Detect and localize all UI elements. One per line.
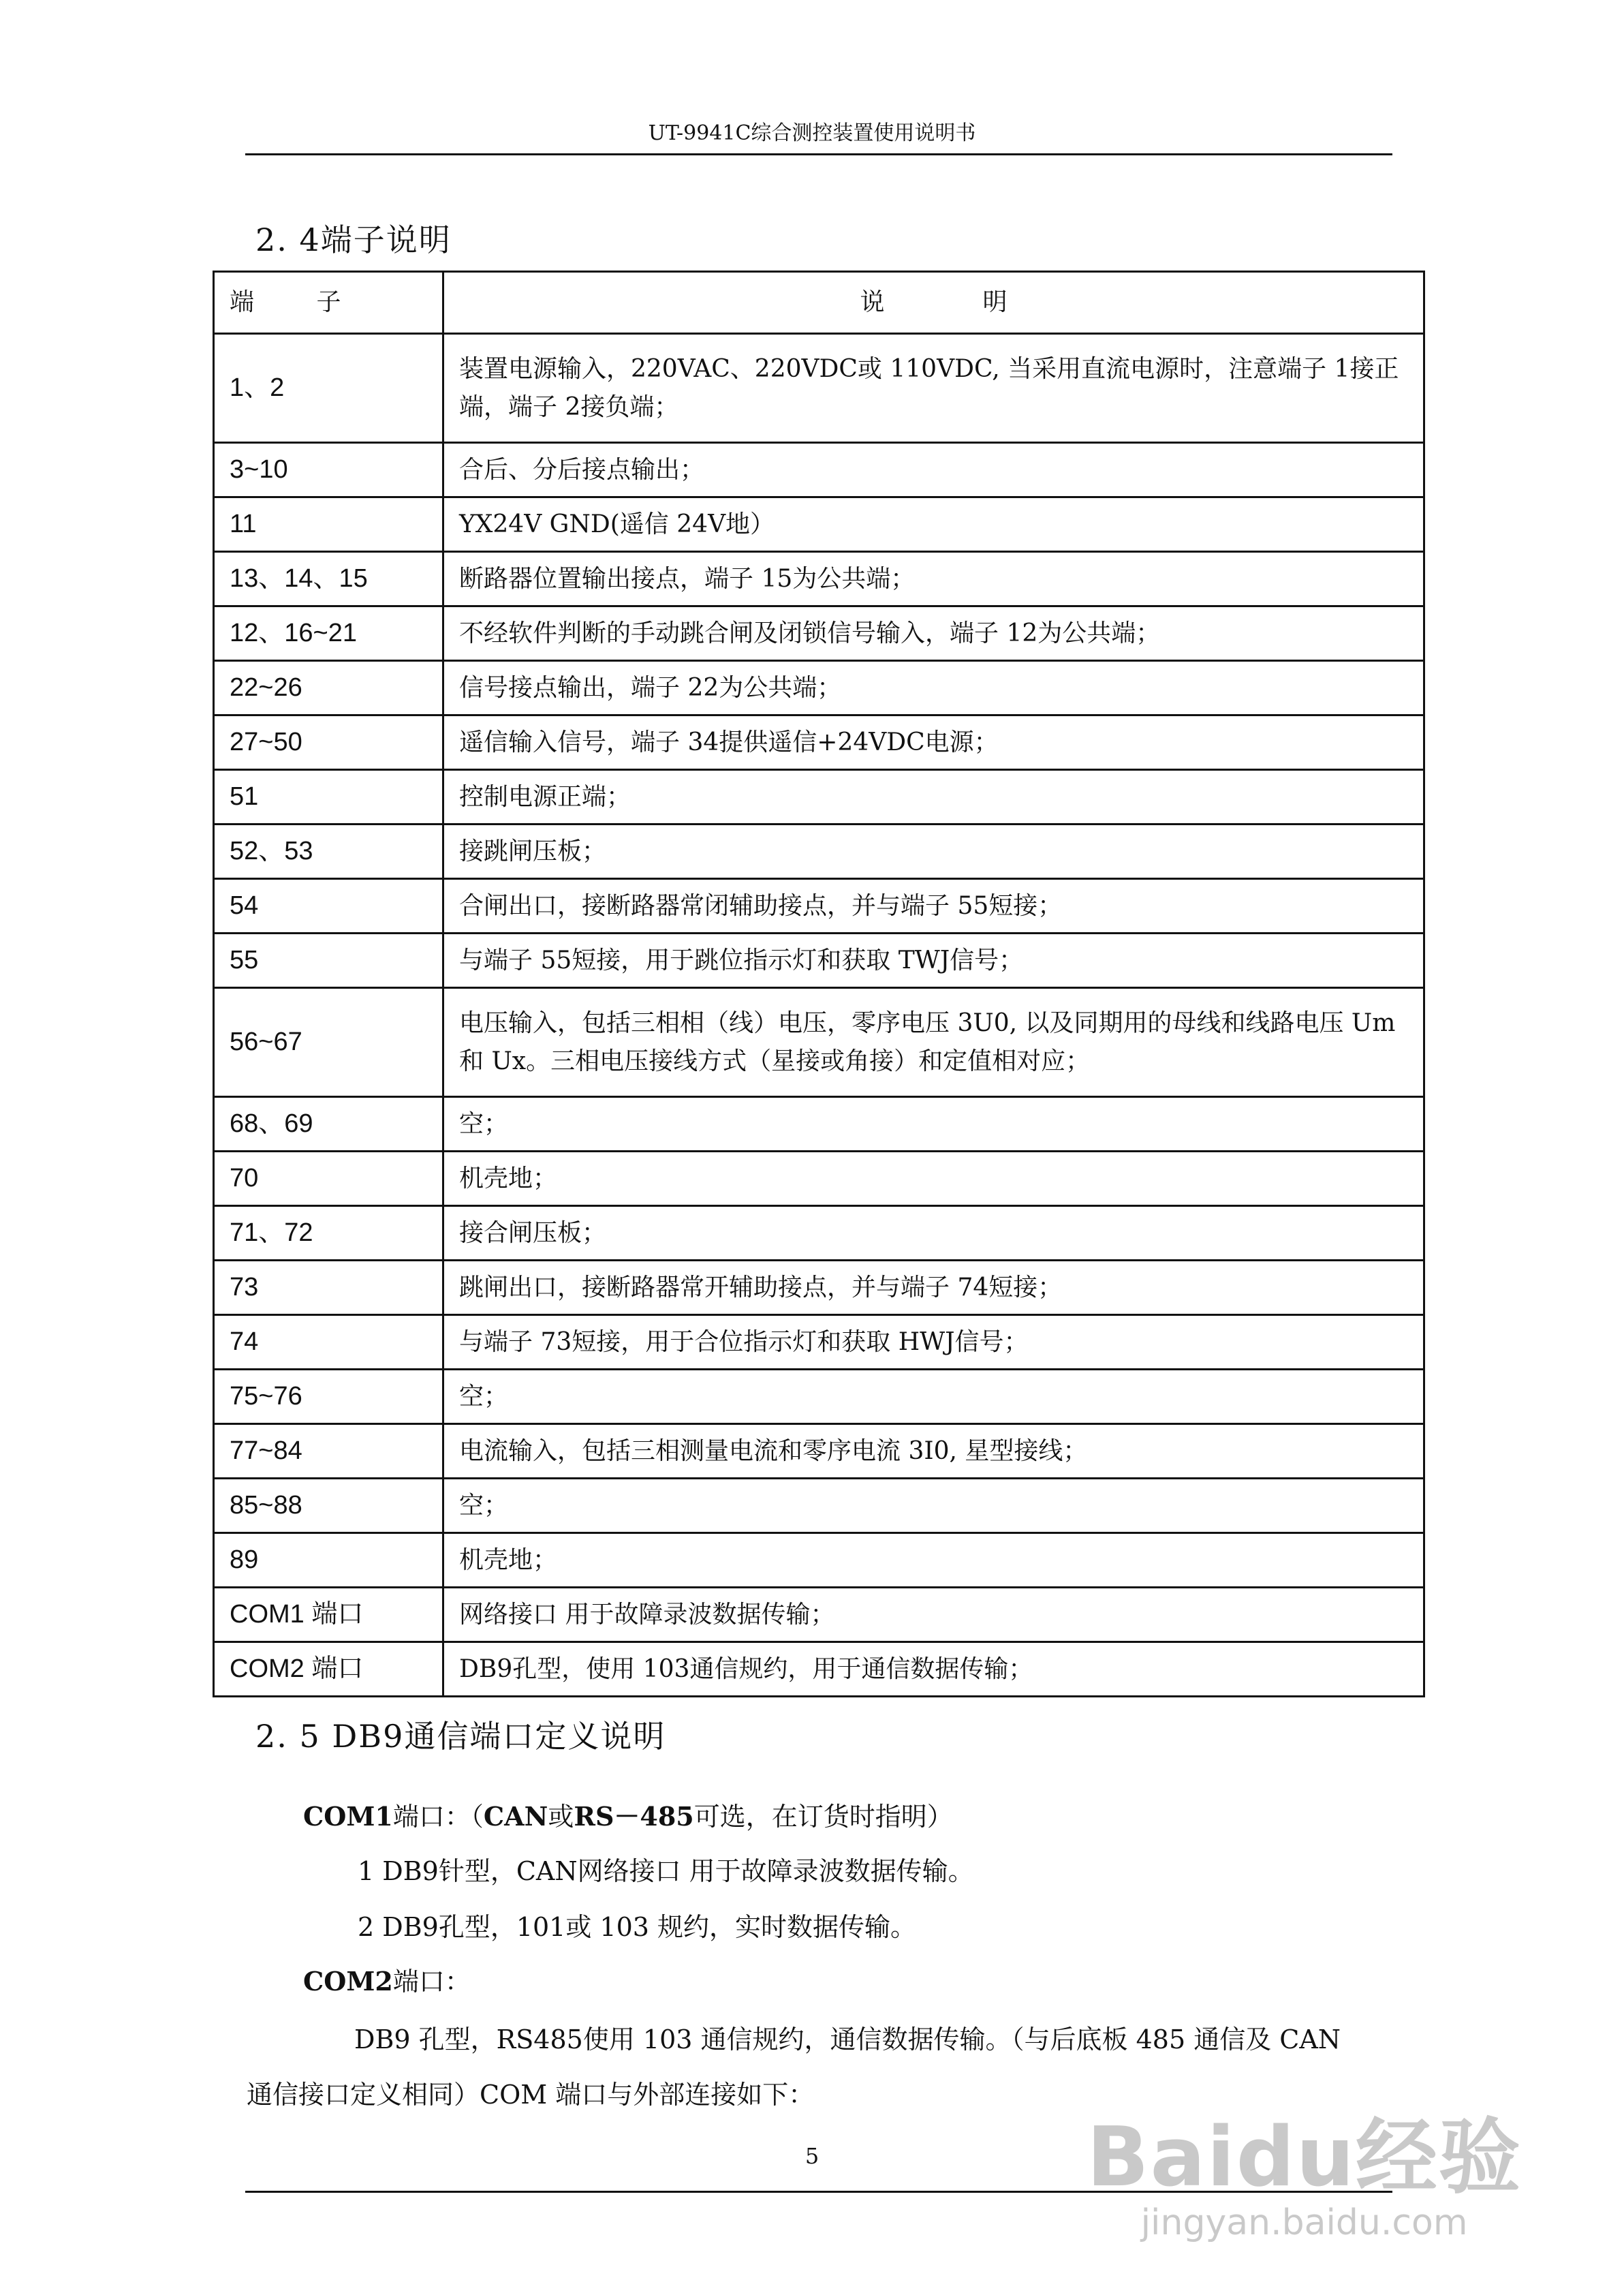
terminal-cell: 22~26: [214, 661, 443, 715]
terminal-cell: 68、69: [214, 1097, 443, 1152]
terminal-cell: 73: [214, 1261, 443, 1315]
description-cell: 电压输入，包括三相相（线）电压，零序电压 3U0, 以及同期用的母线和线路电压 Um和 Ux。三相电压接线方式（星接或角接）和定值相对应；: [443, 988, 1424, 1097]
terminal-table: [213, 271, 1425, 1697]
table-row: [214, 1097, 1424, 1152]
table-header-row: [214, 272, 1424, 334]
com1-rs485: RS－485: [574, 1801, 694, 1832]
description-cell: 控制电源正端；: [443, 770, 1424, 825]
table-row: [214, 934, 1424, 988]
com1-rest-b: 可选，在订货时指明）: [693, 1802, 953, 1832]
com2-paragraph-line-2: 通信接口定义相同）COM 端口与外部连接如下：: [247, 2080, 815, 2110]
table-row: [214, 1533, 1424, 1588]
description-cell: 空；: [443, 1479, 1424, 1533]
terminal-cell: 56~67: [214, 988, 443, 1097]
description-cell: 电流输入，包括三相测量电流和零序电流 3I0, 星型接线；: [443, 1424, 1424, 1479]
terminal-cell: 27~50: [214, 715, 443, 770]
table-row: [214, 1642, 1424, 1697]
table-row: [214, 1479, 1424, 1533]
section-2-5-title: 2. 5 DB9通信端口定义说明: [255, 1718, 666, 1755]
description-cell: 接合闸压板；: [443, 1206, 1424, 1261]
terminal-cell: 51: [214, 770, 443, 825]
terminal-cell: 75~76: [214, 1370, 443, 1424]
table-row: [214, 1152, 1424, 1206]
com1-can: CAN: [483, 1801, 548, 1832]
terminal-cell: 89: [214, 1533, 443, 1588]
document-header-title: UT-9941C综合测控装置使用说明书: [648, 121, 976, 145]
description-cell: 机壳地；: [443, 1533, 1424, 1588]
description-cell: 与端子 55短接，用于跳位指示灯和获取 TWJ信号；: [443, 934, 1424, 988]
com1-item-1: 1 DB9针型，CAN网络接口 用于故障录波数据传输。: [358, 1856, 974, 1886]
terminal-cell: 13、14、15: [214, 552, 443, 606]
terminal-cell: 70: [214, 1152, 443, 1206]
table-row: [214, 334, 1424, 443]
table-row: [214, 443, 1424, 497]
terminal-cell: 71、72: [214, 1206, 443, 1261]
terminal-cell: COM2 端口: [214, 1642, 443, 1697]
description-cell: 断路器位置输出接点，端子 15为公共端；: [443, 552, 1424, 606]
description-cell: 机壳地；: [443, 1152, 1424, 1206]
description-cell: 跳闸出口，接断路器常开辅助接点，并与端子 74短接；: [443, 1261, 1424, 1315]
description-cell: DB9孔型，使用 103通信规约，用于通信数据传输；: [443, 1642, 1424, 1697]
description-cell: 合闸出口，接断路器常闭辅助接点，并与端子 55短接；: [443, 879, 1424, 934]
page-number: 5: [805, 2143, 819, 2169]
terminal-cell: 11: [214, 497, 443, 552]
description-cell: YX24V GND(遥信 24V地）: [443, 497, 1424, 552]
com1-label: COM1: [303, 1801, 393, 1832]
description-cell: 信号接点输出，端子 22为公共端；: [443, 661, 1424, 715]
terminal-cell: 74: [214, 1315, 443, 1370]
header-terminal: 端 子: [214, 272, 443, 334]
table-row: [214, 661, 1424, 715]
com2-heading: [303, 1960, 471, 1998]
table-row: [214, 715, 1424, 770]
table-row: [214, 988, 1424, 1097]
header-description-b: 明: [982, 288, 1008, 317]
terminal-cell: 3~10: [214, 443, 443, 497]
com1-heading: [303, 1796, 953, 1833]
section-2-4-title: 2. 4端子说明: [255, 221, 452, 258]
terminal-cell: 52、53: [214, 825, 443, 879]
header-description-a: 说: [860, 288, 885, 317]
table-row: [214, 1370, 1424, 1424]
com1-rest-a: 端口：（: [392, 1802, 484, 1832]
terminal-cell: COM1 端口: [214, 1588, 443, 1642]
description-cell: 合后、分后接点输出；: [443, 443, 1424, 497]
table-row: [214, 552, 1424, 606]
table-row: [214, 1424, 1424, 1479]
com2-paragraph-line-1: DB9 孔型，RS485使用 103 通信规约，通信数据传输。（与后底板 485 通信及 CAN: [354, 2024, 1341, 2054]
description-cell: 空；: [443, 1370, 1424, 1424]
table-row: [214, 1206, 1424, 1261]
table-row: [214, 1315, 1424, 1370]
table-row: [214, 879, 1424, 934]
terminal-cell: 55: [214, 934, 443, 988]
table-row: [214, 1261, 1424, 1315]
table-row: [214, 825, 1424, 879]
com2-label: COM2: [303, 1966, 393, 1997]
header-rule: [245, 153, 1392, 155]
terminal-cell: 1、2: [214, 334, 443, 443]
description-cell: 网络接口 用于故障录波数据传输；: [443, 1588, 1424, 1642]
com1-or: 或: [548, 1802, 574, 1832]
com1-item-2: 2 DB9孔型，101或 103 规约，实时数据传输。: [358, 1912, 917, 1942]
terminal-cell: 85~88: [214, 1479, 443, 1533]
description-cell: 遥信输入信号，端子 34提供遥信+24VDC电源；: [443, 715, 1424, 770]
terminal-cell: 54: [214, 879, 443, 934]
table-row: [214, 1588, 1424, 1642]
description-cell: 与端子 73短接，用于合位指示灯和获取 HWJ信号；: [443, 1315, 1424, 1370]
table-row: [214, 770, 1424, 825]
description-cell: 接跳闸压板；: [443, 825, 1424, 879]
terminal-cell: 77~84: [214, 1424, 443, 1479]
table-row: [214, 497, 1424, 552]
watermark-logo: Baidu经验: [1087, 2110, 1522, 2205]
table-row: [214, 606, 1424, 661]
baidu-jingyan-watermark: [1087, 2092, 1522, 2243]
description-cell: 不经软件判断的手动跳合闸及闭锁信号输入，端子 12为公共端；: [443, 606, 1424, 661]
description-cell: 空；: [443, 1097, 1424, 1152]
terminal-cell: 12、16~21: [214, 606, 443, 661]
com2-rest: 端口：: [392, 1967, 471, 1997]
watermark-url: jingyan.baidu.com: [1140, 2202, 1468, 2243]
description-cell: 装置电源输入，220VAC、220VDC或 110VDC, 当采用直流电源时，注意端子 1接正端，端子 2接负端；: [443, 334, 1424, 443]
header-description: [443, 272, 1424, 334]
